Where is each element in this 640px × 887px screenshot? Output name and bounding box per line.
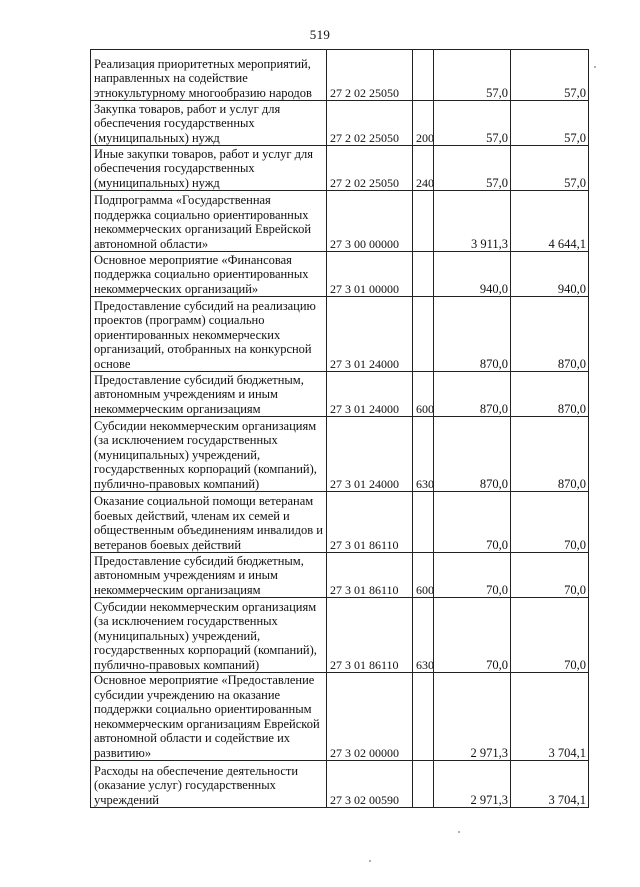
table-row bbox=[91, 252, 589, 297]
row-code: 27 3 01 86110 bbox=[327, 492, 413, 553]
row-name: Оказание социальной помощи ветеранам боевых действий, членам их семей и общественным объединениям инвалидов и ветеранов боевых действий bbox=[91, 492, 327, 553]
row-value-year2: 57,0 bbox=[511, 50, 589, 101]
row-expense-type bbox=[413, 191, 434, 252]
row-code: 27 3 01 24000 bbox=[327, 297, 413, 372]
row-code: 27 3 01 24000 bbox=[327, 372, 413, 417]
row-expense-type bbox=[413, 761, 434, 808]
table-row bbox=[91, 598, 589, 673]
row-expense-type bbox=[413, 297, 434, 372]
row-name: Субсидии некоммерческим организациям (за исключением государственных (муниципальных) учреждений, государственных корпораций (компаний), публично-правовых компаний) bbox=[91, 598, 327, 673]
row-expense-type bbox=[413, 252, 434, 297]
row-code: 27 3 02 00000 bbox=[327, 673, 413, 761]
row-value-year2: 57,0 bbox=[511, 146, 589, 191]
table-row bbox=[91, 372, 589, 417]
row-name: Основное мероприятие «Финансовая поддержка социально ориентированных некоммерческих организаций» bbox=[91, 252, 327, 297]
row-name: Реализация приоритетных мероприятий, направленных на содействие этнокультурному многообразию народов bbox=[91, 50, 327, 101]
row-name: Субсидии некоммерческим организациям (за исключением государственных (муниципальных) учреждений, государственных корпораций (компаний), публично-правовых компаний) bbox=[91, 417, 327, 492]
row-value-year1: 940,0 bbox=[434, 252, 511, 297]
row-expense-type: 600 bbox=[413, 553, 434, 598]
row-value-year2: 3 704,1 bbox=[511, 761, 589, 808]
row-value-year1: 2 971,3 bbox=[434, 673, 511, 761]
row-value-year1: 57,0 bbox=[434, 146, 511, 191]
row-value-year2: 870,0 bbox=[511, 372, 589, 417]
row-value-year1: 70,0 bbox=[434, 492, 511, 553]
row-code: 27 2 02 25050 bbox=[327, 146, 413, 191]
row-value-year2: 870,0 bbox=[511, 417, 589, 492]
table-row bbox=[91, 191, 589, 252]
row-code: 27 3 00 00000 bbox=[327, 191, 413, 252]
row-expense-type bbox=[413, 492, 434, 553]
row-code: 27 3 01 86110 bbox=[327, 598, 413, 673]
row-value-year1: 870,0 bbox=[434, 297, 511, 372]
row-value-year1: 57,0 bbox=[434, 50, 511, 101]
table-row bbox=[91, 553, 589, 598]
scan-speck bbox=[594, 66, 596, 68]
row-value-year1: 3 911,3 bbox=[434, 191, 511, 252]
row-code: 27 2 02 25050 bbox=[327, 101, 413, 146]
row-value-year1: 2 971,3 bbox=[434, 761, 511, 808]
row-value-year2: 57,0 bbox=[511, 101, 589, 146]
budget-table bbox=[90, 49, 589, 808]
row-value-year1: 870,0 bbox=[434, 372, 511, 417]
row-expense-type: 600 bbox=[413, 372, 434, 417]
row-expense-type: 240 bbox=[413, 146, 434, 191]
row-value-year2: 3 704,1 bbox=[511, 673, 589, 761]
row-name: Предоставление субсидий бюджетным, автономным учреждениям и иным некоммерческим организациям bbox=[91, 372, 327, 417]
row-name: Закупка товаров, работ и услуг для обеспечения государственных (муниципальных) нужд bbox=[91, 101, 327, 146]
table-row bbox=[91, 297, 589, 372]
row-value-year1: 70,0 bbox=[434, 553, 511, 598]
row-name: Подпрограмма «Государственная поддержка социально ориентированных некоммерческих организаций Еврейской автономной области» bbox=[91, 191, 327, 252]
row-expense-type: 200 bbox=[413, 101, 434, 146]
row-name: Расходы на обеспечение деятельности (оказание услуг) государственных учреждений bbox=[91, 761, 327, 808]
row-expense-type bbox=[413, 673, 434, 761]
row-value-year2: 4 644,1 bbox=[511, 191, 589, 252]
row-value-year2: 870,0 bbox=[511, 297, 589, 372]
table-row bbox=[91, 673, 589, 761]
row-value-year2: 70,0 bbox=[511, 553, 589, 598]
row-value-year2: 70,0 bbox=[511, 492, 589, 553]
table-row bbox=[91, 417, 589, 492]
table-row bbox=[91, 146, 589, 191]
table-row bbox=[91, 761, 589, 808]
row-name: Иные закупки товаров, работ и услуг для обеспечения государственных (муниципальных) нужд bbox=[91, 146, 327, 191]
row-code: 27 3 01 24000 bbox=[327, 417, 413, 492]
row-value-year2: 70,0 bbox=[511, 598, 589, 673]
row-value-year1: 70,0 bbox=[434, 598, 511, 673]
table-row bbox=[91, 492, 589, 553]
row-code: 27 3 01 86110 bbox=[327, 553, 413, 598]
scan-speck bbox=[458, 831, 460, 833]
row-expense-type: 630 bbox=[413, 598, 434, 673]
row-name: Основное мероприятие «Предоставление субсидии учреждению на оказание поддержки социально ориентированным некоммерческим организациям Еврейской автономной области и содействие их развитию» bbox=[91, 673, 327, 761]
scan-speck bbox=[369, 860, 371, 862]
row-expense-type: 630 bbox=[413, 417, 434, 492]
table-row bbox=[91, 101, 589, 146]
row-name: Предоставление субсидий на реализацию проектов (программ) социально ориентированных некоммерческих организаций, отобранных на конкурсной основе bbox=[91, 297, 327, 372]
row-expense-type bbox=[413, 50, 434, 101]
row-code: 27 3 01 00000 bbox=[327, 252, 413, 297]
row-code: 27 3 02 00590 bbox=[327, 761, 413, 808]
row-value-year1: 870,0 bbox=[434, 417, 511, 492]
table-row bbox=[91, 50, 589, 101]
row-code: 27 2 02 25050 bbox=[327, 50, 413, 101]
row-name: Предоставление субсидий бюджетным, автономным учреждениям и иным некоммерческим организациям bbox=[91, 553, 327, 598]
row-value-year2: 940,0 bbox=[511, 252, 589, 297]
row-value-year1: 57,0 bbox=[434, 101, 511, 146]
page-number: 519 bbox=[309, 27, 331, 42]
